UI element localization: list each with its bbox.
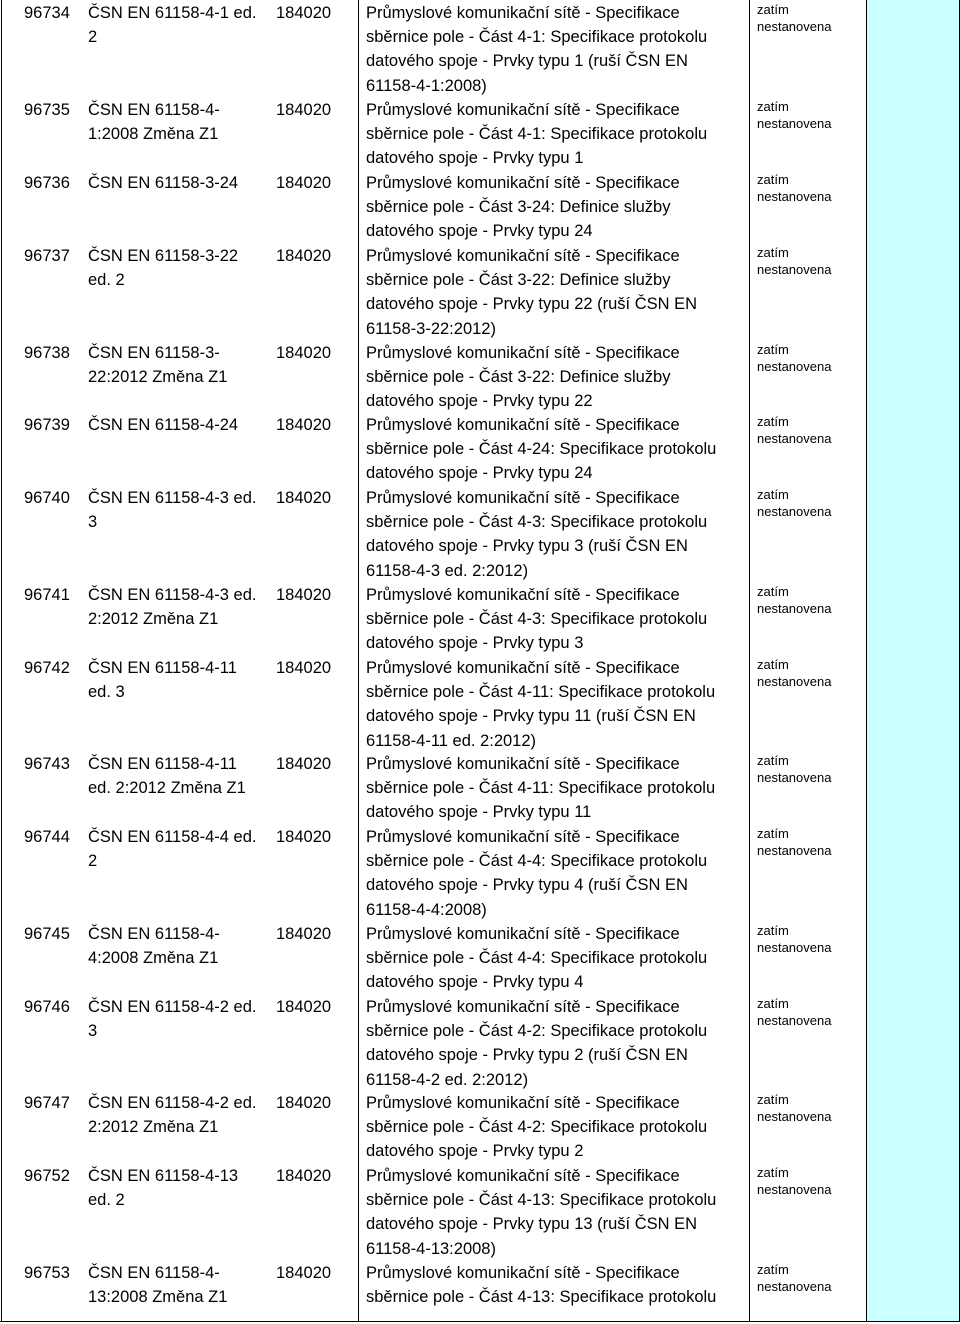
standard-code: ČSN EN 61158-4-3 ed. 3 [88,489,257,532]
standard-title: Průmyslové komunikační sítě - Specifikace sběrnice pole - Část 4-13: Specifikace protokolu datového spoje - Prvky typu 13 (ruší ČSN EN 61158-4-13:2008) [366,1167,717,1258]
standard-title: Průmyslové komunikační sítě - Specifikace sběrnice pole - Část 4-3: Specifikace protokolu datového spoje - Prvky typu 3 [366,586,708,653]
standard-code: ČSN EN 61158-4-3 ed. 2:2012 Změna Z1 [88,586,257,629]
row-number: 96734 [24,4,70,22]
classification-code: 184020 [276,1167,332,1185]
row-number: 96743 [24,755,70,773]
classification-code: 184020 [276,416,332,434]
status-text: zatím nestanovena [757,1092,832,1124]
row-number: 96745 [24,925,70,943]
row-number: 96747 [24,1094,70,1112]
classification-code: 184020 [276,247,332,265]
standard-title: Průmyslové komunikační sítě - Specifikace sběrnice pole - Část 4-3: Specifikace protokolu datového spoje - Prvky typu 3 (ruší ČSN EN 61158-4-3 ed. 2:2012) [366,489,708,580]
standard-code: ČSN EN 61158-3-22 ed. 2 [88,247,239,290]
status-text: zatím nestanovena [757,753,832,785]
standard-title: Průmyslové komunikační sítě - Specifikace sběrnice pole - Část 4-2: Specifikace protokolu datového spoje - Prvky typu 2 [366,1094,708,1161]
standard-code: ČSN EN 61158-3-24 [88,174,239,192]
column-divider [358,0,359,1322]
standard-code: ČSN EN 61158-4-11 ed. 3 [88,659,237,702]
standard-title: Průmyslové komunikační sítě - Specifikace sběrnice pole - Část 4-4: Specifikace protokolu datového spoje - Prvky typu 4 [366,925,708,992]
standard-code: ČSN EN 61158-4-13 ed. 2 [88,1167,239,1210]
classification-code: 184020 [276,925,332,943]
standard-title: Průmyslové komunikační sítě - Specifikace sběrnice pole - Část 3-22: Definice služby datového spoje - Prvky typu 22 [366,344,680,411]
standard-title: Průmyslové komunikační sítě - Specifikace sběrnice pole - Část 3-24: Definice služby datového spoje - Prvky typu 24 [366,174,680,241]
classification-code: 184020 [276,344,332,362]
classification-code: 184020 [276,586,332,604]
classification-code: 184020 [276,828,332,846]
classification-code: 184020 [276,101,332,119]
row-number: 96739 [24,416,70,434]
standard-title: Průmyslové komunikační sítě - Specifikace sběrnice pole - Část 4-11: Specifikace protokolu datového spoje - Prvky typu 11 [366,755,716,822]
status-text: zatím nestanovena [757,342,832,374]
status-text: zatím nestanovena [757,996,832,1028]
standard-code: ČSN EN 61158-4-2 ed. 3 [88,998,257,1041]
status-text: zatím nestanovena [757,487,832,519]
row-number: 96752 [24,1167,70,1185]
classification-code: 184020 [276,659,332,677]
standard-title: Průmyslové komunikační sítě - Specifikace sběrnice pole - Část 3-22: Definice služby datového spoje - Prvky typu 22 (ruší ČSN EN 61158-3-22:2012) [366,247,698,338]
standard-title: Průmyslové komunikační sítě - Specifikace sběrnice pole - Část 4-1: Specifikace protokolu datového spoje - Prvky typu 1 [366,101,708,168]
status-text: zatím nestanovena [757,99,832,131]
status-text: zatím nestanovena [757,584,832,616]
standard-code: ČSN EN 61158-4- 13:2008 Změna Z1 [88,1264,228,1307]
classification-code: 184020 [276,174,332,192]
classification-code: 184020 [276,755,332,773]
standard-code: ČSN EN 61158-4-2 ed. 2:2012 Změna Z1 [88,1094,257,1137]
standard-code: ČSN EN 61158-4-24 [88,416,239,434]
row-number: 96744 [24,828,70,846]
row-number: 96738 [24,344,70,362]
row-number: 96741 [24,586,70,604]
classification-code: 184020 [276,1094,332,1112]
standard-title: Průmyslové komunikační sítě - Specifikace sběrnice pole - Část 4-2: Specifikace protokolu datového spoje - Prvky typu 2 (ruší ČSN EN 61158-4-2 ed. 2:2012) [366,998,708,1089]
row-number: 96740 [24,489,70,507]
status-text: zatím nestanovena [757,923,832,955]
standard-code: ČSN EN 61158-4-4 ed. 2 [88,828,257,871]
standard-title: Průmyslové komunikační sítě - Specifikace sběrnice pole - Část 4-24: Specifikace protokolu datového spoje - Prvky typu 24 [366,416,717,483]
standard-code: ČSN EN 61158-4- 4:2008 Změna Z1 [88,925,220,968]
table-border-bottom [0,1321,960,1322]
status-text: zatím nestanovena [757,245,832,277]
standard-code: ČSN EN 61158-4-1 ed. 2 [88,4,257,47]
status-text: zatím nestanovena [757,1262,832,1294]
row-number: 96735 [24,101,70,119]
row-number: 96742 [24,659,70,677]
classification-code: 184020 [276,4,332,22]
status-text: zatím nestanovena [757,2,832,34]
table-border-left [1,0,2,1322]
status-text: zatím nestanovena [757,414,832,446]
standard-code: ČSN EN 61158-4-11 ed. 2:2012 Změna Z1 [88,755,246,798]
row-number: 96753 [24,1264,70,1282]
classification-code: 184020 [276,998,332,1016]
status-text: zatím nestanovena [757,826,832,858]
standard-code: ČSN EN 61158-3- 22:2012 Změna Z1 [88,344,228,387]
classification-code: 184020 [276,489,332,507]
highlight-column [866,0,960,1322]
standard-code: ČSN EN 61158-4- 1:2008 Změna Z1 [88,101,220,144]
status-text: zatím nestanovena [757,657,832,689]
standard-title: Průmyslové komunikační sítě - Specifikace sběrnice pole - Část 4-11: Specifikace protokolu datového spoje - Prvky typu 11 (ruší ČSN EN 61158-4-11 ed. 2:2012) [366,659,716,750]
row-number: 96736 [24,174,70,192]
classification-code: 184020 [276,1264,332,1282]
row-number: 96737 [24,247,70,265]
standard-title: Průmyslové komunikační sítě - Specifikace sběrnice pole - Část 4-13: Specifikace protokolu [366,1264,717,1307]
standard-title: Průmyslové komunikační sítě - Specifikace sběrnice pole - Část 4-4: Specifikace protokolu datového spoje - Prvky typu 4 (ruší ČSN EN 61158-4-4:2008) [366,828,708,919]
row-number: 96746 [24,998,70,1016]
status-text: zatím nestanovena [757,1165,832,1197]
standard-title: Průmyslové komunikační sítě - Specifikace sběrnice pole - Část 4-1: Specifikace protokolu datového spoje - Prvky typu 1 (ruší ČSN EN 61158-4-1:2008) [366,4,708,95]
status-text: zatím nestanovena [757,172,832,204]
